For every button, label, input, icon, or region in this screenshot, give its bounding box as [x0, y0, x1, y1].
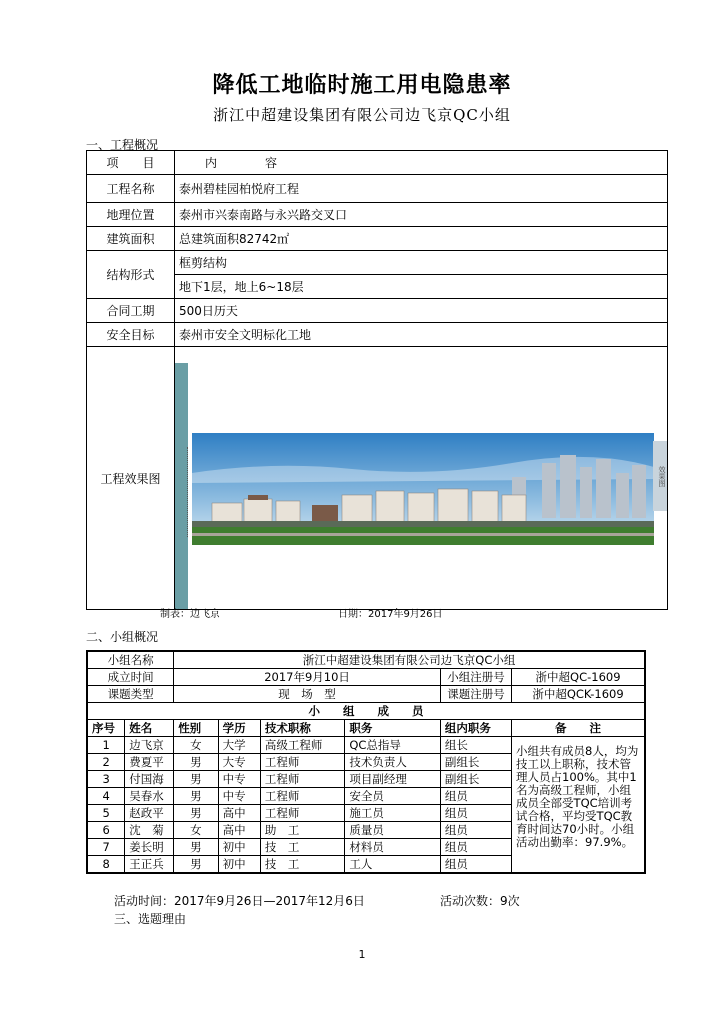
member-duty: 技术负责人 — [345, 754, 441, 771]
member-sex: 男 — [174, 788, 218, 805]
member-duty: 质量员 — [345, 822, 441, 839]
topic-type-value: 现 场 型 — [174, 686, 441, 703]
member-name: 姜长明 — [125, 839, 174, 856]
member-title: 助 工 — [260, 822, 344, 839]
member-name: 边飞京 — [125, 737, 174, 754]
topic-reg-label: 课题注册号 — [440, 686, 511, 703]
member-no: 5 — [87, 805, 125, 822]
member-edu: 大学 — [218, 737, 260, 754]
table-row — [87, 299, 668, 323]
structure-label: 结构形式 — [87, 251, 175, 299]
member-duty: 材料员 — [345, 839, 441, 856]
member-sex: 男 — [174, 839, 218, 856]
header-item: 项 目 — [87, 151, 175, 175]
member-role: 副组长 — [440, 771, 511, 788]
member-edu: 初中 — [218, 856, 260, 874]
safety-value: 泰州市安全文明标化工地 — [175, 323, 668, 347]
member-sex: 男 — [174, 805, 218, 822]
member-edu: 高中 — [218, 822, 260, 839]
member-edu: 大专 — [218, 754, 260, 771]
member-title: 技 工 — [260, 839, 344, 856]
activity-time: 活动时间：2017年9月26日—2017年12月6日 — [114, 894, 365, 908]
member-name: 付国海 — [125, 771, 174, 788]
member-no: 8 — [87, 856, 125, 874]
section3-heading: 三、选题理由 — [114, 912, 187, 926]
header-content: 内 容 — [175, 151, 668, 175]
structure-value-1: 框剪结构 — [175, 251, 668, 275]
group-name-label: 小组名称 — [87, 651, 174, 669]
member-role: 组员 — [440, 788, 511, 805]
member-sex: 女 — [174, 737, 218, 754]
render-dotted-rule — [187, 447, 189, 537]
member-edu: 高中 — [218, 805, 260, 822]
col-role: 组内职务 — [440, 720, 511, 737]
table-row — [87, 275, 668, 299]
col-sex: 性别 — [174, 720, 218, 737]
members-title: 小 组 成 员 — [87, 703, 645, 720]
members-remark: 小组共有成员8人，均为技工以上职称，技术管理人员占100%。其中1名为高级工程师，小组成员全部受TQC培训考试合格，平均受TQC教育时间达70小时。小组活动出勤率：97.9%。 — [512, 737, 645, 874]
project-overview-table — [86, 150, 668, 610]
member-no: 1 — [87, 737, 125, 754]
member-duty: 施工员 — [345, 805, 441, 822]
member-name: 沈 菊 — [125, 822, 174, 839]
name-value: 泰州碧桂园柏悦府工程 — [175, 175, 668, 203]
structure-value-2: 地下1层，地上6~18层 — [175, 275, 668, 299]
date-label: 日期：2017年9月26日 — [338, 609, 443, 620]
member-edu: 中专 — [218, 788, 260, 805]
member-name: 吴春水 — [125, 788, 174, 805]
project-rendering-image — [192, 433, 654, 545]
safety-label: 安全目标 — [87, 323, 175, 347]
member-role: 组长 — [440, 737, 511, 754]
table-row — [87, 347, 668, 610]
col-name: 姓名 — [125, 720, 174, 737]
area-value: 总建筑面积82742㎡ — [175, 227, 668, 251]
page-number: 1 — [358, 948, 366, 961]
member-name: 赵政平 — [125, 805, 174, 822]
col-title: 技术职称 — [260, 720, 344, 737]
table-row — [87, 669, 645, 686]
member-role: 副组长 — [440, 754, 511, 771]
reg-label: 小组注册号 — [440, 669, 511, 686]
member-role: 组员 — [440, 805, 511, 822]
founded-label: 成立时间 — [87, 669, 174, 686]
table-row — [87, 203, 668, 227]
member-role: 组员 — [440, 839, 511, 856]
member-edu: 中专 — [218, 771, 260, 788]
member-title: 工程师 — [260, 771, 344, 788]
name-label: 工程名称 — [87, 175, 175, 203]
render-cell — [175, 347, 668, 610]
member-duty: QC总指导 — [345, 737, 441, 754]
members-header-row — [87, 720, 645, 737]
location-value: 泰州市兴泰南路与永兴路交叉口 — [175, 203, 668, 227]
col-edu: 学历 — [218, 720, 260, 737]
group-overview-table — [86, 650, 646, 874]
render-side-tag: 效果图 — [653, 441, 667, 511]
table-row — [87, 737, 645, 754]
member-name: 费夏平 — [125, 754, 174, 771]
table-row — [87, 227, 668, 251]
topic-reg-value: 浙中超QCK-1609 — [512, 686, 645, 703]
member-edu: 初中 — [218, 839, 260, 856]
member-sex: 男 — [174, 771, 218, 788]
table-row — [87, 323, 668, 347]
member-role: 组员 — [440, 822, 511, 839]
group-name-value: 浙江中超建设集团有限公司边飞京QC小组 — [174, 651, 645, 669]
document-title: 降低工地临时施工用电隐患率 — [212, 73, 512, 98]
col-duty: 职务 — [345, 720, 441, 737]
member-title: 工程师 — [260, 805, 344, 822]
period-label: 合同工期 — [87, 299, 175, 323]
member-sex: 男 — [174, 754, 218, 771]
member-no: 6 — [87, 822, 125, 839]
member-role: 组员 — [440, 856, 511, 874]
member-duty: 项目副经理 — [345, 771, 441, 788]
member-duty: 工人 — [345, 856, 441, 874]
col-no: 序号 — [87, 720, 125, 737]
member-no: 7 — [87, 839, 125, 856]
member-title: 高级工程师 — [260, 737, 344, 754]
member-no: 4 — [87, 788, 125, 805]
table-row — [87, 151, 668, 175]
member-sex: 女 — [174, 822, 218, 839]
render-label: 工程效果图 — [87, 347, 175, 610]
member-title: 工程师 — [260, 788, 344, 805]
member-no: 3 — [87, 771, 125, 788]
table-row — [87, 175, 668, 203]
topic-type-label: 课题类型 — [87, 686, 174, 703]
member-no: 2 — [87, 754, 125, 771]
table-row — [87, 251, 668, 275]
activity-count: 活动次数：9次 — [440, 894, 520, 908]
maker-label: 制表：边飞京 — [160, 609, 220, 620]
section1-heading: 一、工程概况 — [86, 138, 159, 152]
location-label: 地理位置 — [87, 203, 175, 227]
reg-value: 浙中超QC-1609 — [512, 669, 645, 686]
member-sex: 男 — [174, 856, 218, 874]
area-label: 建筑面积 — [87, 227, 175, 251]
document-subtitle: 浙江中超建设集团有限公司边飞京QC小组 — [213, 106, 511, 124]
member-duty: 安全员 — [345, 788, 441, 805]
table-row — [87, 651, 645, 669]
table-row — [87, 703, 645, 720]
founded-value: 2017年9月10日 — [174, 669, 441, 686]
col-remark: 备 注 — [512, 720, 645, 737]
table-row — [87, 686, 645, 703]
section2-heading: 二、小组概况 — [86, 630, 159, 644]
member-title: 技 工 — [260, 856, 344, 874]
member-title: 工程师 — [260, 754, 344, 771]
period-value: 500日历天 — [175, 299, 668, 323]
member-name: 王正兵 — [125, 856, 174, 874]
